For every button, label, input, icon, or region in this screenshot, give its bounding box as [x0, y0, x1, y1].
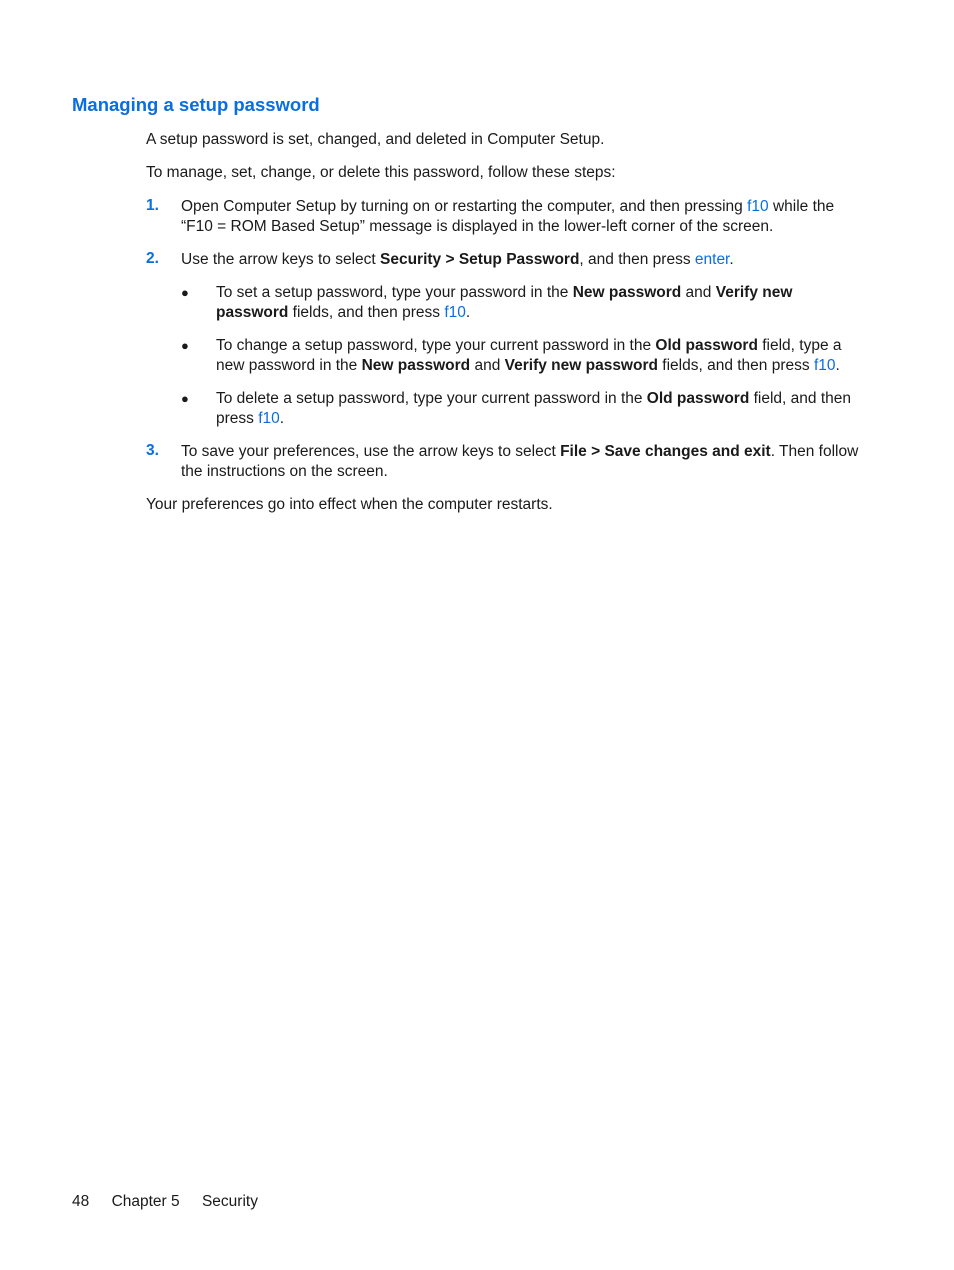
bullet-dot: ● [181, 285, 189, 300]
bullet-dot: ● [181, 391, 189, 406]
menu-path: Security > Setup Password [380, 251, 580, 268]
key-name: f10 [813, 356, 836, 374]
field-name: Old password [655, 337, 758, 354]
bullet-text-part: field, and then press [216, 390, 851, 427]
bullet-text [216, 283, 868, 322]
step-text [181, 442, 868, 481]
menu-path: File > Save changes and exit [560, 443, 771, 460]
field-name: Verify new password [216, 284, 793, 321]
instruction-paragraph: To manage, set, change, or delete this password, follow these steps: [146, 164, 616, 181]
bullet-text-part: fields, and then press [657, 356, 814, 374]
bullet-text [216, 336, 868, 375]
section-heading: Managing a setup password [72, 94, 320, 115]
step-text-part: . [729, 251, 734, 268]
step-number: 3. [146, 442, 159, 459]
bullet-text-part: . [279, 409, 285, 427]
step-text-part: , and then press [579, 251, 695, 268]
bullet-dot: ● [181, 338, 189, 353]
bullet-text-part: and [470, 356, 505, 374]
key-name: enter [694, 251, 730, 268]
key-name: f10 [444, 303, 466, 321]
field-name: Verify new password [504, 356, 658, 374]
step-text [181, 250, 868, 270]
page-number: 48 [72, 1193, 90, 1210]
bullet-text-part: . [835, 356, 840, 374]
key-name: f10 [258, 409, 280, 427]
field-name: New password [572, 284, 682, 301]
step-text-part: while the “F10 = ROM Based Setup” message is displayed in the lower-left corner of the screen. [181, 198, 835, 235]
closing-paragraph: Your preferences go into effect when the computer restarts. [146, 496, 553, 513]
chapter-label: Chapter 5 [111, 1193, 180, 1210]
step-text-part: To save your preferences, use the arrow keys to select [181, 443, 561, 460]
bullet-text-part: field, type a new password in the [216, 337, 842, 374]
page-footer [72, 1193, 276, 1211]
section-label: Security [201, 1193, 258, 1210]
step-text-part: . Then follow the instructions on the screen. [181, 443, 859, 480]
step-text-part: Open Computer Setup by turning on or restarting the computer, and then pressing [181, 198, 748, 215]
bullet-text-part: To change a setup password, type your current password in the [216, 337, 656, 354]
bullet-text [216, 389, 868, 428]
bullet-text-part: and [681, 284, 716, 301]
bullet-text-part: To set a setup password, type your password in the [216, 284, 573, 301]
field-name: New password [361, 356, 471, 374]
step-number: 1. [146, 197, 159, 214]
step-number: 2. [146, 250, 159, 267]
step-text [181, 197, 868, 236]
bullet-text-part: fields, and then press [288, 303, 445, 321]
field-name: Old password [646, 390, 750, 407]
intro-paragraph: A setup password is set, changed, and deleted in Computer Setup. [146, 131, 605, 148]
bullet-text-part: To delete a setup password, type your current password in the [216, 390, 647, 407]
key-name: f10 [747, 198, 769, 215]
bullet-text-part: . [465, 303, 471, 321]
step-text-part: Use the arrow keys to select [181, 251, 380, 268]
